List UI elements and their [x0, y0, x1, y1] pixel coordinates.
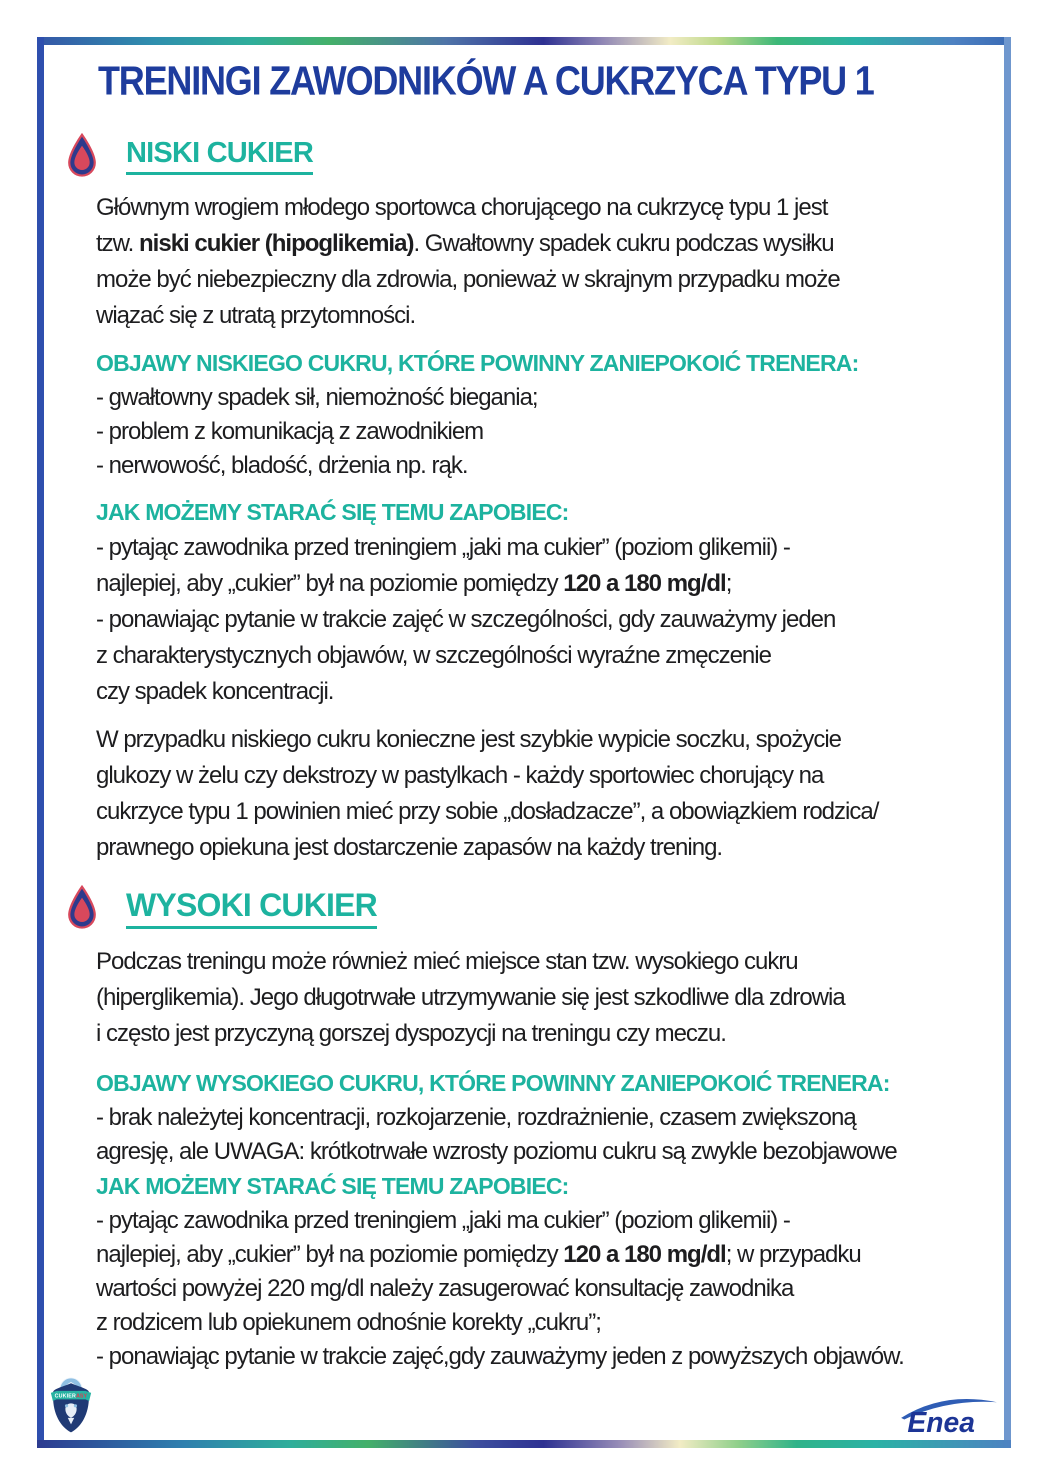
intro-paragraph-high: [96, 944, 1010, 1052]
text-line: glukozy w żelu czy dekstrozy w pastylkach - każdy sportowiec chorujący na: [96, 762, 824, 789]
page-title: TRENINGI ZAWODNIKÓW A CUKRZYCA TYPU 1: [98, 57, 874, 104]
blood-drop-icon: [65, 884, 99, 932]
section-low-sugar: [96, 130, 1010, 866]
poster-content: [96, 58, 1010, 1374]
prevention-list-high: [96, 1204, 1010, 1374]
prevention-item: wartości powyżej 220 mg/dl należy zasugerować konsultację zawodnika: [96, 1275, 794, 1302]
section-heading-row: [65, 880, 1010, 936]
symptoms-heading-high: OBJAWY WYSOKIEGO CUKRU, KTÓRE POWINNY ZANIEPOKOIĆ TRENERA:: [96, 1070, 890, 1096]
text-line: i często jest przyczyną gorszej dyspozycji na treningu czy meczu.: [96, 1020, 726, 1047]
prevention-list-low: [96, 530, 1010, 710]
symptom-item: - nerwowość, bladość, drżenia np. rąk.: [96, 452, 468, 479]
prevention-item: czy spadek koncentracji.: [96, 678, 334, 705]
intro-paragraph-low: [96, 190, 1010, 334]
svg-text:CUKIERASY: CUKIERASY: [54, 1393, 88, 1400]
prevention-item: z rodzicem lub opiekunem odnośnie korekty „cukru”;: [96, 1309, 601, 1336]
cukierasy-club-logo: [46, 1376, 96, 1434]
text-line: Głównym wrogiem młodego sportowca chorującego na cukrzycę typu 1 jest: [96, 194, 828, 221]
symptom-item: agresję, ale UWAGA: krótkotrwałe wzrosty poziomu cukru są zwykle bezobjawowe: [96, 1138, 897, 1165]
symptoms-heading-low: OBJAWY NISKIEGO CUKRU, KTÓRE POWINNY ZANIEPOKOIĆ TRENERA:: [96, 350, 859, 376]
section-heading-row: [65, 130, 1010, 182]
text-line: (hiperglikemia). Jego długotrwałe utrzymywanie się jest szkodliwe dla zdrowia: [96, 984, 845, 1011]
text-line: może być niebezpieczny dla zdrowia, ponieważ w skrajnym przypadku może: [96, 266, 840, 293]
section-high-sugar: [96, 880, 1010, 1374]
text-line: wiązać się z utratą przytomności.: [96, 302, 416, 329]
enea-logo: [898, 1390, 1000, 1438]
prevention-heading-low: JAK MOŻEMY STARAĆ SIĘ TEMU ZAPOBIEC:: [96, 499, 569, 525]
frame-border-bottom: [37, 1440, 1011, 1448]
symptom-item: - brak należytej koncentracji, rozkojarzenie, rozdrażnienie, czasem zwiększoną: [96, 1104, 856, 1131]
symptoms-list-high: [96, 1101, 1010, 1169]
svg-text:Enea: Enea: [907, 1406, 975, 1438]
text-line: prawnego opiekuna jest dostarczenie zapasów na każdy trening.: [96, 834, 723, 861]
frame-border-top: [37, 37, 1011, 45]
symptoms-list-low: [96, 381, 1010, 483]
prevention-item: - ponawiając pytanie w trakcie zajęć w szczególności, gdy zauważymy jeden: [96, 606, 836, 633]
prevention-item: - ponawiając pytanie w trakcie zajęć,gdy zauważymy jeden z powyższych objawów.: [96, 1343, 904, 1370]
text-line: cukrzyce typu 1 powinien mieć przy sobie „dosładzacze”, a obowiązkiem rodzica/: [96, 798, 879, 825]
section-heading-high-sugar: WYSOKI CUKIER: [126, 887, 377, 929]
text-line: W przypadku niskiego cukru konieczne jest szybkie wypicie soczku, spożycie: [96, 726, 842, 753]
text-line: tzw. niski cukier (hipoglikemia). Gwałtowny spadek cukru podczas wysiłku: [96, 230, 834, 257]
prevention-item: z charakterystycznych objawów, w szczególności wyraźne zmęczenie: [96, 642, 771, 669]
prevention-item: - pytając zawodnika przed treningiem „jaki ma cukier” (poziom glikemii) -: [96, 1207, 790, 1234]
text-line: Podczas treningu może również mieć miejsce stan tzw. wysokiego cukru: [96, 948, 798, 975]
prevention-item: - pytając zawodnika przed treningiem „jaki ma cukier” (poziom glikemii) -: [96, 534, 790, 561]
symptom-item: - problem z komunikacją z zawodnikiem: [96, 418, 484, 445]
blood-drop-icon: [65, 132, 99, 180]
prevention-item: najlepiej, aby „cukier” był na poziomie pomiędzy 120 a 180 mg/dl; w przypadku: [96, 1241, 861, 1268]
note-paragraph-low: [96, 722, 1010, 866]
frame-border-left: [37, 37, 44, 1448]
prevention-heading-high: JAK MOŻEMY STARAĆ SIĘ TEMU ZAPOBIEC:: [96, 1173, 569, 1199]
symptom-item: - gwałtowny spadek sił, niemożność biegania;: [96, 384, 538, 411]
section-heading-low-sugar: NISKI CUKIER: [126, 137, 313, 175]
prevention-item: najlepiej, aby „cukier” był na poziomie pomiędzy 120 a 180 mg/dl;: [96, 570, 732, 597]
